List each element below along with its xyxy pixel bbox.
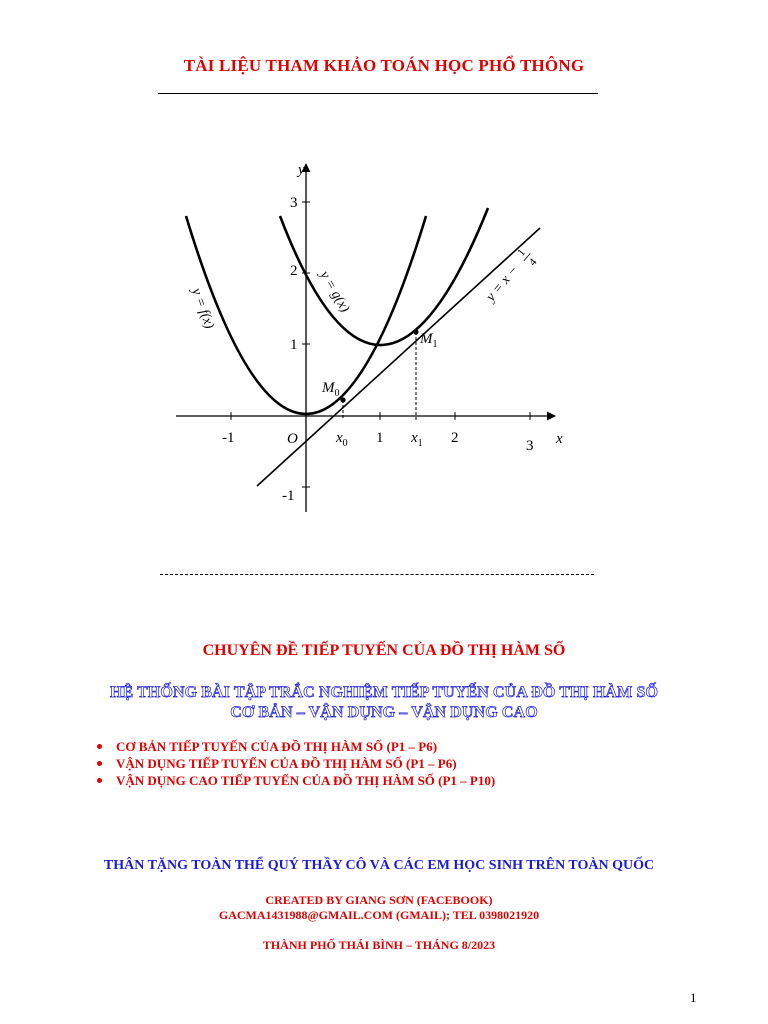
tangent-line <box>257 228 540 486</box>
m0-label: $M_0$ <box>322 380 340 399</box>
x-tick-label: 3 <box>526 438 534 454</box>
m1-label: $M_1$ <box>420 331 438 350</box>
outline-heading-line1: HỆ THỐNG BÀI TẬP TRẮC NGHIỆM TIẾP TUYẾN CỦA ĐỒ THỊ HÀM SỐ <box>109 684 659 701</box>
outline-heading-line2: CƠ BẢN – VẬN DỤNG – VẬN DỤNG CAO <box>230 704 538 721</box>
topic-heading: CHUYÊN ĐỀ TIẾP TUYẾN CỦA ĐỒ THỊ HÀM SỐ <box>202 642 566 659</box>
list-item: CƠ BẢN TIẾP TUYẾN CỦA ĐỒ THỊ HÀM SỐ (P1 – P6) <box>94 738 495 755</box>
x-tick-label: 2 <box>451 430 459 446</box>
svg-text:1: 1 <box>515 246 528 259</box>
dedication-text: THÂN TẶNG TOÀN THỂ QUÝ THẦY CÔ VÀ CÁC EM HỌC SINH TRÊN TOÀN QUỐC <box>103 858 655 873</box>
list-item: VẬN DỤNG CAO TIẾP TUYẾN CỦA ĐỒ THỊ HÀM SỐ (P1 – P10) <box>94 772 495 789</box>
place-date: THÀNH PHỐ THÁI BÌNH – THÁNG 8/2023 <box>262 938 496 952</box>
title-underline <box>158 93 598 94</box>
x-axis-label: x <box>556 431 563 447</box>
svg-text:y = x −: y = x − <box>483 262 522 305</box>
y-tick-label: 1 <box>290 337 298 353</box>
svg-text:4: 4 <box>526 256 540 269</box>
y-tick-label: 2 <box>290 263 298 279</box>
y-tick-label: 3 <box>290 195 298 211</box>
x-tick-label: 1 <box>376 430 384 446</box>
list-item: VẬN DỤNG TIẾP TUYẾN CỦA ĐỒ THỊ HÀM SỐ (P1 – P6) <box>94 755 495 772</box>
page-number: 1 <box>690 990 697 1005</box>
x0-label: $x_0$ <box>336 430 348 449</box>
x-tick-label: -1 <box>222 430 235 446</box>
point-m0 <box>340 397 345 402</box>
g-curve-label: y = g(x) <box>316 268 353 316</box>
origin-label: O <box>287 431 298 447</box>
f-curve-label: y = f(x) <box>188 286 217 331</box>
curve-g <box>280 208 488 345</box>
tangent-graph-figure <box>160 152 600 522</box>
author-credit: CREATED BY GIANG SƠN (FACEBOOK) <box>265 893 493 907</box>
y-axis-label: y <box>298 162 305 178</box>
section-list <box>94 738 495 789</box>
x1-label: $x_1$ <box>411 430 423 449</box>
y-tick-label: -1 <box>282 488 295 504</box>
point-m1 <box>413 329 418 334</box>
page-title: TÀI LIỆU THAM KHẢO TOÁN HỌC PHỔ THÔNG <box>183 56 585 75</box>
separator-dashed <box>160 574 594 575</box>
contact-info: GACMA1431988@GMAIL.COM (GMAIL); TEL 0398021920 <box>218 908 540 922</box>
graph-svg <box>160 152 600 522</box>
